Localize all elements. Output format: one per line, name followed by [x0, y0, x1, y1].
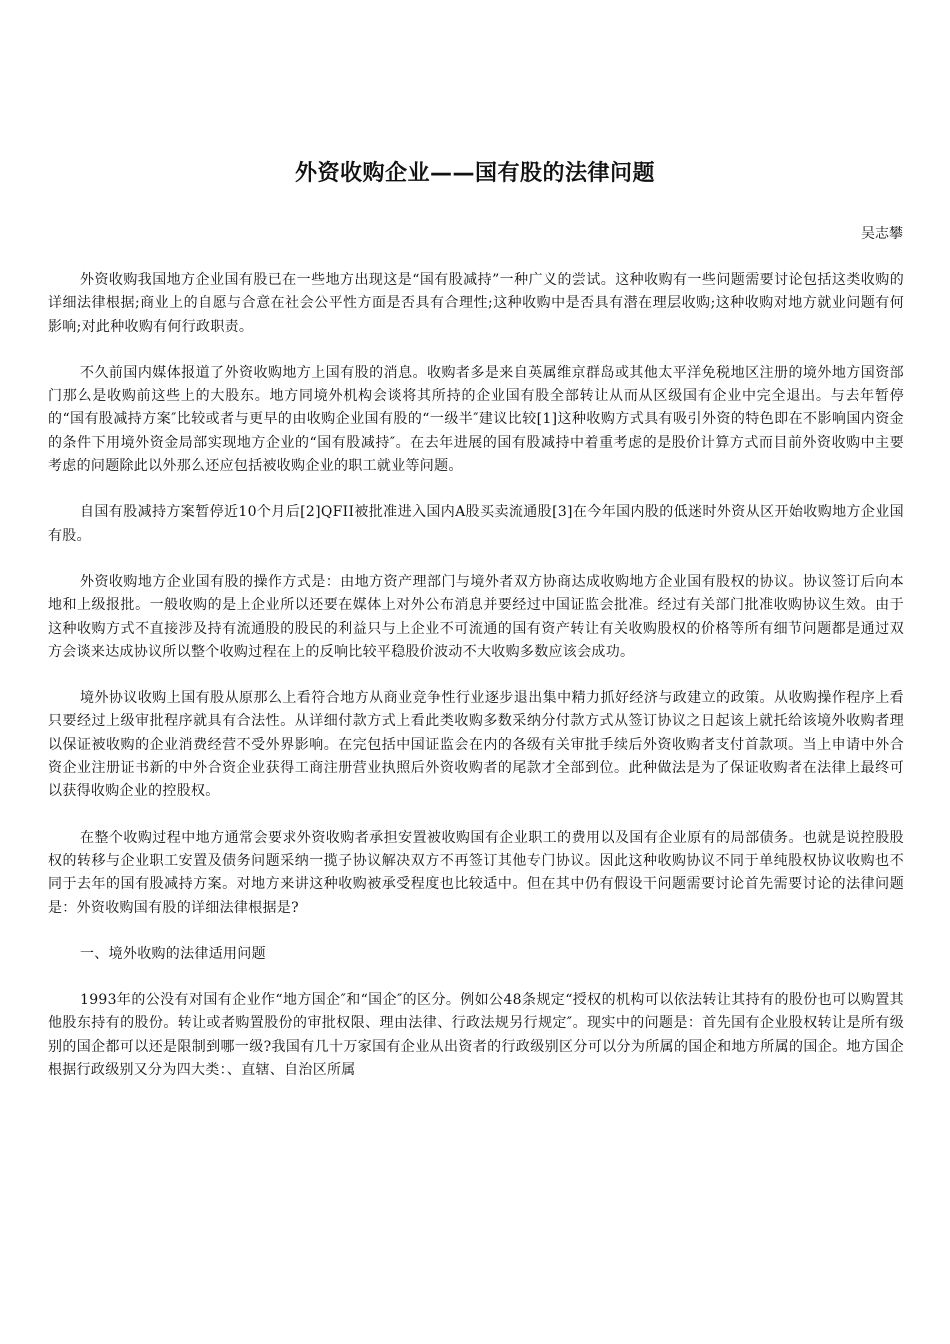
paragraph-7: 1993年的公没有对国有企业作“地方国企″和“国企″的区分。例如公48条规定“授权的机构可以依法转让其持有的股份也可以购置其他股东持有的股份。转让或者购置股份的审批权限、理由法律、行政法规另行规定″。现实中的问题是：首先国有企业股权转让是所有级别的国企都可以还是限制到哪一级?我国有几十万家国有企业从出资者的行政级别区分可以分为所属的国企和地方所属的国企。地方国企根据行政级别又分为四大类：、直辖、自治区所属: [48, 992, 904, 1079]
paragraph-6: 在整个收购过程中地方通常会要求外资收购者承担安置被收购国有企业职工的费用以及国有企业原有的局部债务。也就是说控股股权的转移与企业职工安置及债务问题采纳一揽子协议解决双方不再签订其他专门协议。因此这种收购协议不同于单纯股权协议收购也不同于去年的国有股减持方案。对地方来讲这种收购被承受程度也比较适中。但在其中仍有假设干问题需要讨论首先需要讨论的法律问题是：外资收购国有股的详细法律根据是?: [48, 829, 904, 916]
paragraph-2: 不久前国内媒体报道了外资收购地方上国有股的消息。收购者多是来自英属维京群岛或其他太平洋免税地区注册的境外地方国资部门那么是收购前这些上的大股东。地方同境外机构会谈将其所持的企业国有股全部转让从而从区级国有企业中完全退出。与去年暂停的“国有股减持方案″比较或者与更早的由收购企业国有股的“一级半″建议比较[1]这种收购方式具有吸引外资的特色即在不影响国内资金的条件下用境外资金局部实现地方企业的“国有股减持″。在去年进展的国有股减持中着重考虑的是股价计算方式而目前外资收购中主要考虑的问题除此以外那么还应包括被收购企业的职工就业等问题。: [48, 364, 904, 475]
document-title: 外资收购企业——国有股的法律问题: [294, 161, 655, 186]
paragraph-5: 境外协议收购上国有股从原那么上看符合地方从商业竞争性行业逐步退出集中精力抓好经济与政建立的政策。从收购操作程序上看只要经过上级审批程序就具有合法性。从详细付款方式上看此类收购多数采纳分付款方式从签订协议之日起该上就托给该境外收购者理以保证被收购的企业消费经营不受外界影响。在完包括中国证监会在内的各级有关审批手续后外资收购者支付首款项。当上申请中外合资企业注册证书新的中外合资企业获得工商注册营业执照后外资收购者的尾款才全部到位。此种做法是为了保证收购者在法律上最终可以获得收购企业的控股权。: [48, 690, 904, 800]
section-heading: 一、境外收购的法律适用问题: [80, 945, 266, 962]
paragraph-4: 外资收购地方企业国有股的操作方式是：由地方资产理部门与境外者双方协商达成收购地方企业国有股权的协议。协议签订后向本地和上级报批。一般收购的是上企业所以还要在媒体上对外公布消息并要经过中国证监会批准。经过有关部门批准收购协议生效。由于这种收购方式不直接涉及持有流通股的股民的利益只与上企业不可流通的国有资产转让有关收购股权的价格等所有细节问题都是通过双方会谈来达成协议所以整个收购过程在上的反响比较平稳股价波动不大收购多数应该会成功。: [48, 573, 904, 660]
paragraph-3: 自国有股减持方案暂停近10个月后[2]QFII被批准进入国内A股买卖流通股[3]在今年国内股的低迷时外资从区开始收购地方企业国有股。: [48, 504, 904, 544]
paragraph-1: 外资收购我国地方企业国有股已在一些地方出现这是“国有股减持”一种广义的尝试。这种收购有一些问题需要讨论包括这类收购的详细法律根据;商业上的自愿与合意在社会公平性方面是否具有合理性;这种收购中是否具有潜在理层收购;这种收购对地方就业问题有何影响;对此种收购有何行政职责。: [48, 272, 904, 335]
author-name: 吴志攀: [861, 226, 903, 242]
document-body: [48, 269, 904, 1105]
